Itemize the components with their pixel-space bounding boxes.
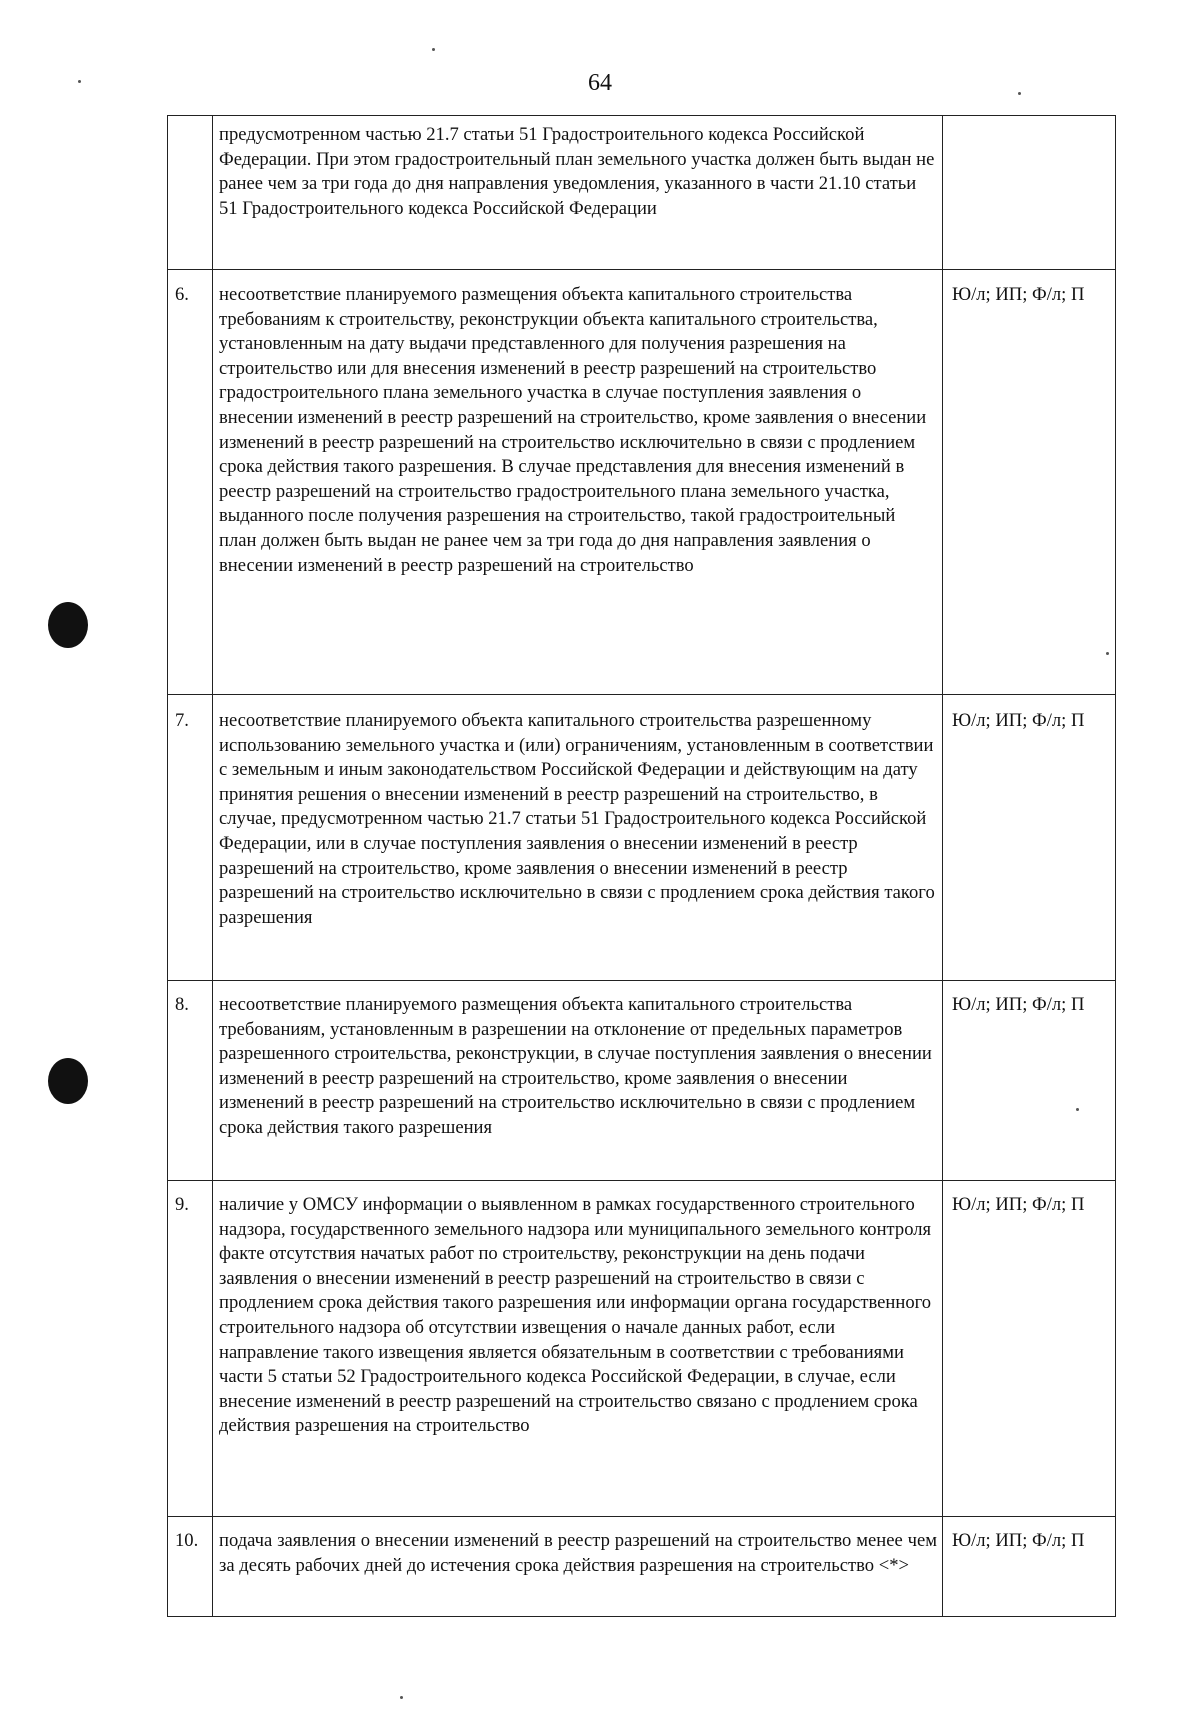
row-applicants: Ю/л; ИП; Ф/л; П	[943, 981, 1116, 1181]
row-number: 9.	[168, 1181, 213, 1517]
row-text: несоответствие планируемого размещения объекта капитального строительства требованиям к строительству, реконструкции объекта капитального строительства, установленным на дату выдачи представленного для получения разрешения на строительство или для внесения изменений в реестр разрешений на строительство градостроительного плана земельного участка в случае поступления заявления о внесении изменений в реестр разрешений на строительство, кроме заявления о внесении изменений в реестр разрешений на строительство исключительно в связи с продлением срока действия такого разрешения. В случае представления для внесения изменений в реестр разрешений на строительство градостроительного плана земельного участка, выданного после получения разрешения на строительство, такой градостроительный план должен быть выдан не ранее чем за три года до дня направления заявления о внесении изменений в реестр разрешений на строительство	[213, 270, 943, 695]
row-text: предусмотренном частью 21.7 статьи 51 Градостроительного кодекса Российской Федерации. При этом градостроительный план земельного участка должен быть выдан не ранее чем за три года до дня направления уведомления, указанного в части 21.10 статьи 51 Градостроительного кодекса Российской Федерации	[213, 116, 943, 270]
row-text: наличие у ОМСУ информации о выявленном в рамках государственного строительного надзора, государственного земельного надзора или муниципального земельного контроля факте отсутствия начатых работ по строительству, реконструкции на день подачи заявления о внесении изменений в реестр разрешений на строительство в связи с продлением срока действия такого разрешения или информации органа государственного строительного надзора об отсутствии извещения о начале данных работ, если направление такого извещения является обязательным в соответствии с требованиями части 5 статьи 52 Градостроительного кодекса Российской Федерации, в случае, если внесение изменений в реестр разрешений на строительство связано с продлением срока действия разрешения на строительство	[213, 1181, 943, 1517]
table-row	[168, 1517, 1116, 1617]
table-row	[168, 270, 1116, 695]
row-number: 6.	[168, 270, 213, 695]
row-number	[168, 116, 213, 270]
row-applicants	[943, 116, 1116, 270]
scan-speck	[400, 1696, 403, 1699]
table-row	[168, 1181, 1116, 1517]
scan-speck	[432, 48, 435, 51]
scan-speck	[1106, 652, 1109, 655]
row-applicants: Ю/л; ИП; Ф/л; П	[943, 270, 1116, 695]
row-number: 8.	[168, 981, 213, 1181]
punch-hole	[48, 1058, 88, 1104]
grounds-table	[167, 115, 1116, 1617]
table-row	[168, 695, 1116, 981]
row-applicants: Ю/л; ИП; Ф/л; П	[943, 1181, 1116, 1517]
row-number: 10.	[168, 1517, 213, 1617]
punch-hole	[48, 602, 88, 648]
row-text: подача заявления о внесении изменений в реестр разрешений на строительство менее чем за десять рабочих дней до истечения срока действия разрешения на строительство <*>	[213, 1517, 943, 1617]
page-number: 64	[588, 70, 612, 96]
table-row	[168, 116, 1116, 270]
table-row	[168, 981, 1116, 1181]
row-text: несоответствие планируемого размещения объекта капитального строительства требованиям, установленным в разрешении на отклонение от предельных параметров разрешенного строительства, реконструкции, в случае поступления заявления о внесении изменений в реестр разрешений на строительство, кроме заявления о внесении изменений в реестр разрешений на строительство исключительно в связи с продлением срока действия такого разрешения	[213, 981, 943, 1181]
row-number: 7.	[168, 695, 213, 981]
row-applicants: Ю/л; ИП; Ф/л; П	[943, 695, 1116, 981]
scan-speck	[78, 80, 81, 83]
row-applicants: Ю/л; ИП; Ф/л; П	[943, 1517, 1116, 1617]
scan-speck	[1018, 92, 1021, 95]
row-text: несоответствие планируемого объекта капитального строительства разрешенному использованию земельного участка и (или) ограничениям, установленным в соответствии с земельным и иным законодательством Российской Федерации и действующим на дату принятия решения о внесении изменений в реестр разрешений на строительство, в случае, предусмотренном частью 21.7 статьи 51 Градостроительного кодекса Российской Федерации, или в случае поступления заявления о внесении изменений в реестр разрешений на строительство, кроме заявления о внесении изменений в реестр разрешений на строительство исключительно в связи с продлением срока действия такого разрешения	[213, 695, 943, 981]
scan-speck	[1076, 1108, 1079, 1111]
